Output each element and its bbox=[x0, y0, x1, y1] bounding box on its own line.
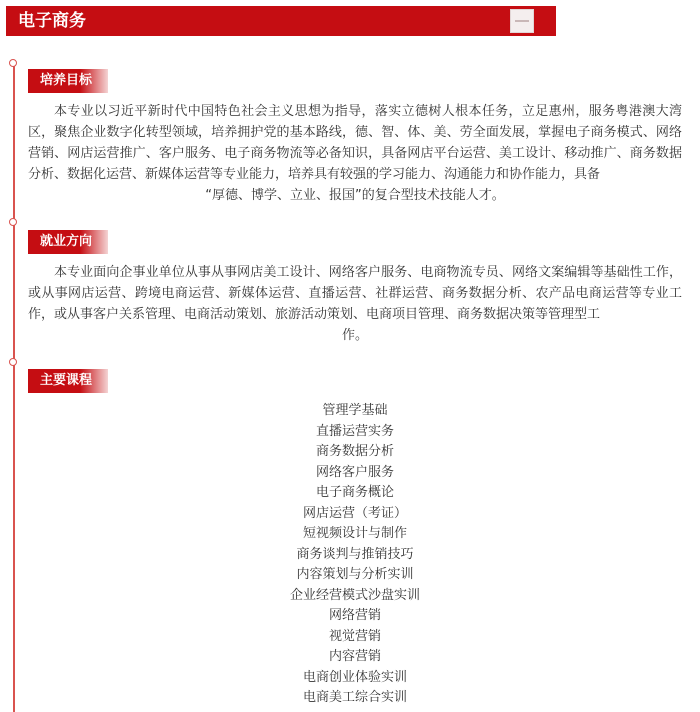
course-item: 网络客户服务 bbox=[315, 464, 394, 480]
course-item: 网络营销 bbox=[328, 608, 381, 623]
course-list bbox=[28, 401, 682, 709]
course-item: 视觉营销 bbox=[328, 628, 381, 644]
section-tag-courses: 主要课程 bbox=[28, 369, 108, 393]
page-title-bar bbox=[6, 6, 556, 36]
course-item: 电商创业体验实训 bbox=[302, 669, 407, 685]
career-text: 本专业面向企事业单位从事从事网店美工设计、网络客户服务、电商物流专员、网络文案编辑等基础性工作，或从事网店运营、跨境电商运营、新媒体运营、直播运营、社群运营、商务数据分析、农产品电商运营等专业工作，或从事客户关系管理、电商活动策划、旅游活动策划、电商项目管理、商务数据决策等管理型工 bbox=[28, 265, 682, 322]
timeline-dot-icon bbox=[9, 218, 17, 226]
career-text-last: 作。 bbox=[341, 328, 368, 343]
goal-paragraph bbox=[28, 101, 682, 206]
goal-text: 本专业以习近平新时代中国特色社会主义思想为指导，落实立德树人根本任务，立足惠州，服务粤港澳大湾区，聚焦企业数字化转型领域，培养拥护党的基本路线，德、智、体、美、劳全面发展，掌握电子商务模式、网络营销、网店运营推广、客户服务、电子商务物流等必备知识，具备网店平台运营、美工设计、移动推广、商务数据分析、数据化运营、新媒体运营等专业能力，培养具有较强的学习能力、沟通能力和协作能力，具备 bbox=[28, 104, 682, 182]
goal-text-last: “厚德、博学、立业、报国”的复合型技术技能人才。 bbox=[205, 188, 505, 203]
logo-icon bbox=[510, 9, 534, 33]
page-title: 电子商务 bbox=[18, 11, 86, 31]
course-item: 商务数据分析 bbox=[315, 444, 394, 459]
course-item: 电子商务概论 bbox=[315, 485, 394, 500]
section-tag-career: 就业方向 bbox=[28, 230, 108, 254]
course-item: 管理学基础 bbox=[322, 403, 388, 418]
course-item: 电商美工综合实训 bbox=[302, 690, 407, 705]
section-tag-goal: 培养目标 bbox=[28, 69, 108, 93]
timeline-line bbox=[13, 64, 15, 712]
course-item: 网店运营（考证） bbox=[302, 505, 407, 521]
course-item: 内容营销 bbox=[328, 649, 381, 664]
career-paragraph bbox=[28, 262, 682, 346]
timeline-dot-icon bbox=[9, 358, 17, 366]
course-item: 企业经营模式沙盘实训 bbox=[289, 587, 420, 603]
course-item: 商务谈判与推销技巧 bbox=[296, 546, 414, 562]
timeline-dot-icon bbox=[9, 59, 17, 67]
course-item: 直播运营实务 bbox=[315, 423, 394, 439]
course-item: 短视频设计与制作 bbox=[302, 526, 407, 541]
course-item: 内容策划与分析实训 bbox=[296, 567, 414, 582]
